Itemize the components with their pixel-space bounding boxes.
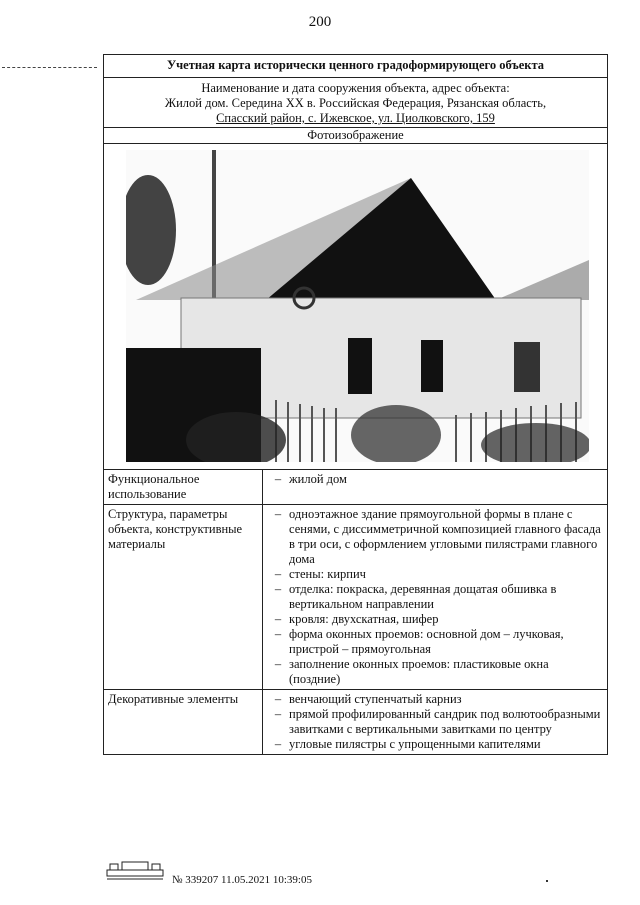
card-title: Учетная карта исторически ценного градоформирующего объекта <box>104 55 607 78</box>
document-stamp: № 339207 11.05.2021 10:39:05 <box>172 874 312 886</box>
record-card <box>103 54 608 755</box>
table-row <box>104 505 607 690</box>
list-item: – одноэтажное здание прямоугольной формы в плане с сенями, с диссимметричной композицией главного фасада в три оси, с оформлением угловыми пилястрами главного дома <box>267 507 603 567</box>
photo-frame <box>104 143 607 469</box>
table-row <box>104 690 607 755</box>
bullet-dash: – <box>274 692 282 706</box>
bullet-dash: – <box>274 582 282 596</box>
bullet-dash: – <box>274 507 282 521</box>
bullet-dash: – <box>274 707 282 721</box>
page-number: 200 <box>308 14 332 30</box>
row-label-decor: Декоративные элементы <box>104 690 263 755</box>
list-item: – стены: кирпич <box>267 567 603 582</box>
bullet-dash: – <box>274 472 282 486</box>
list-item: – венчающий ступенчатый карниз <box>267 692 603 707</box>
row-values-decor <box>263 690 608 755</box>
list-item: – угловые пилястры с упрощенными капителями <box>267 737 603 752</box>
object-name-block <box>104 78 607 126</box>
table-row <box>104 470 607 505</box>
list-item: – прямой профилированный сандрик под волютообразными завитками с вертикальными завитками по центру <box>267 707 603 737</box>
object-name-line-2: Жилой дом. Середина XX в. Российская Федерация, Рязанская область, <box>164 96 547 110</box>
row-label-function: Функциональное использование <box>104 470 263 505</box>
object-name-line-3: Спасский район, с. Ижевское, ул. Циолковского, 159 <box>216 111 495 125</box>
margin-dash-line <box>2 67 97 68</box>
row-label-structure: Структура, параметры объекта, конструктивные материалы <box>104 505 263 690</box>
registry-logo <box>106 858 164 880</box>
list-item: – кровля: двухскатная, шифер <box>267 612 603 627</box>
photo-caption: Фотоизображение <box>104 127 607 143</box>
list-item: – заполнение оконных проемов: пластиковые окна (поздние) <box>267 657 603 687</box>
row-values-function <box>263 470 608 505</box>
bullet-dash: – <box>274 612 282 626</box>
bullet-dash: – <box>274 627 282 641</box>
list-item: – отделка: покраска, деревянная дощатая обшивка в вертикальном направлении <box>267 582 603 612</box>
row-values-structure <box>263 505 608 690</box>
scan-dot <box>546 880 548 882</box>
list-item: – форма оконных проемов: основной дом – лучковая, пристрой – прямоугольная <box>267 627 603 657</box>
properties-table <box>104 469 607 754</box>
bullet-dash: – <box>274 737 282 751</box>
bullet-dash: – <box>274 657 282 671</box>
object-name-line-1: Наименование и дата сооружения объекта, адрес объекта: <box>201 81 510 95</box>
house-photo <box>126 150 589 462</box>
bullet-dash: – <box>274 567 282 581</box>
list-item: – жилой дом <box>267 472 603 487</box>
